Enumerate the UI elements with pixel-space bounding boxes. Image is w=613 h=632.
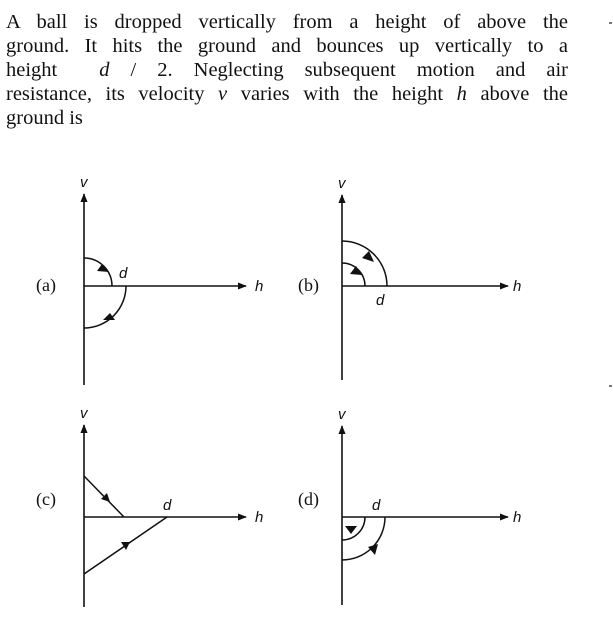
question-line-4-mid: varies with the height	[240, 83, 444, 105]
option-a-v-label: v	[80, 174, 88, 191]
variable-d: d	[99, 59, 110, 81]
option-d-d-label: d	[372, 497, 381, 514]
option-c[interactable]	[36, 405, 263, 607]
option-d-arrow-inner-icon	[345, 526, 357, 534]
question-line-1-text: A ball is dropped vertically from a height of above the	[6, 11, 568, 33]
option-c-d-label: d	[163, 497, 172, 514]
option-a-lower-curve	[84, 286, 126, 328]
option-c-label: (c)	[36, 489, 56, 509]
option-b-v-label: v	[338, 175, 346, 192]
question-line-5-text: ground is	[6, 107, 83, 129]
variable-v: v	[218, 83, 228, 105]
option-d-label: (d)	[298, 489, 319, 509]
question-line-3-pre: height	[6, 59, 58, 81]
option-c-h-label: h	[255, 509, 264, 526]
option-d[interactable]	[298, 406, 521, 605]
option-b-h-label: h	[513, 278, 522, 295]
edge-mark-middle	[609, 385, 612, 387]
option-a-label: (a)	[36, 275, 56, 295]
option-b-label: (b)	[298, 275, 319, 295]
question-line-4-pre: resistance, its velocity	[6, 83, 205, 105]
option-c-arrow-lower-icon	[121, 542, 130, 550]
option-d-v-label: v	[338, 406, 346, 423]
question-line-4-post: above the	[480, 83, 568, 105]
edge-mark-top	[609, 22, 612, 24]
option-a-arrow-upper-icon	[97, 264, 109, 272]
question-line-3-mid: / 2. Neglecting subsequent motion and air	[130, 59, 569, 81]
variable-h: h	[456, 83, 467, 105]
option-b-d-label: d	[376, 292, 385, 309]
option-a-h-label: h	[255, 278, 264, 295]
option-b[interactable]	[298, 175, 521, 380]
option-a-upper-curve	[84, 258, 112, 286]
option-c-v-label: v	[80, 405, 88, 422]
option-d-h-label: h	[513, 509, 522, 526]
question-line-2-text: ground. It hits the ground and bounces up vertically to a	[6, 35, 568, 57]
option-a-d-label: d	[119, 265, 128, 282]
option-b-arrow-inner-icon	[350, 266, 362, 275]
option-a[interactable]	[36, 174, 263, 385]
